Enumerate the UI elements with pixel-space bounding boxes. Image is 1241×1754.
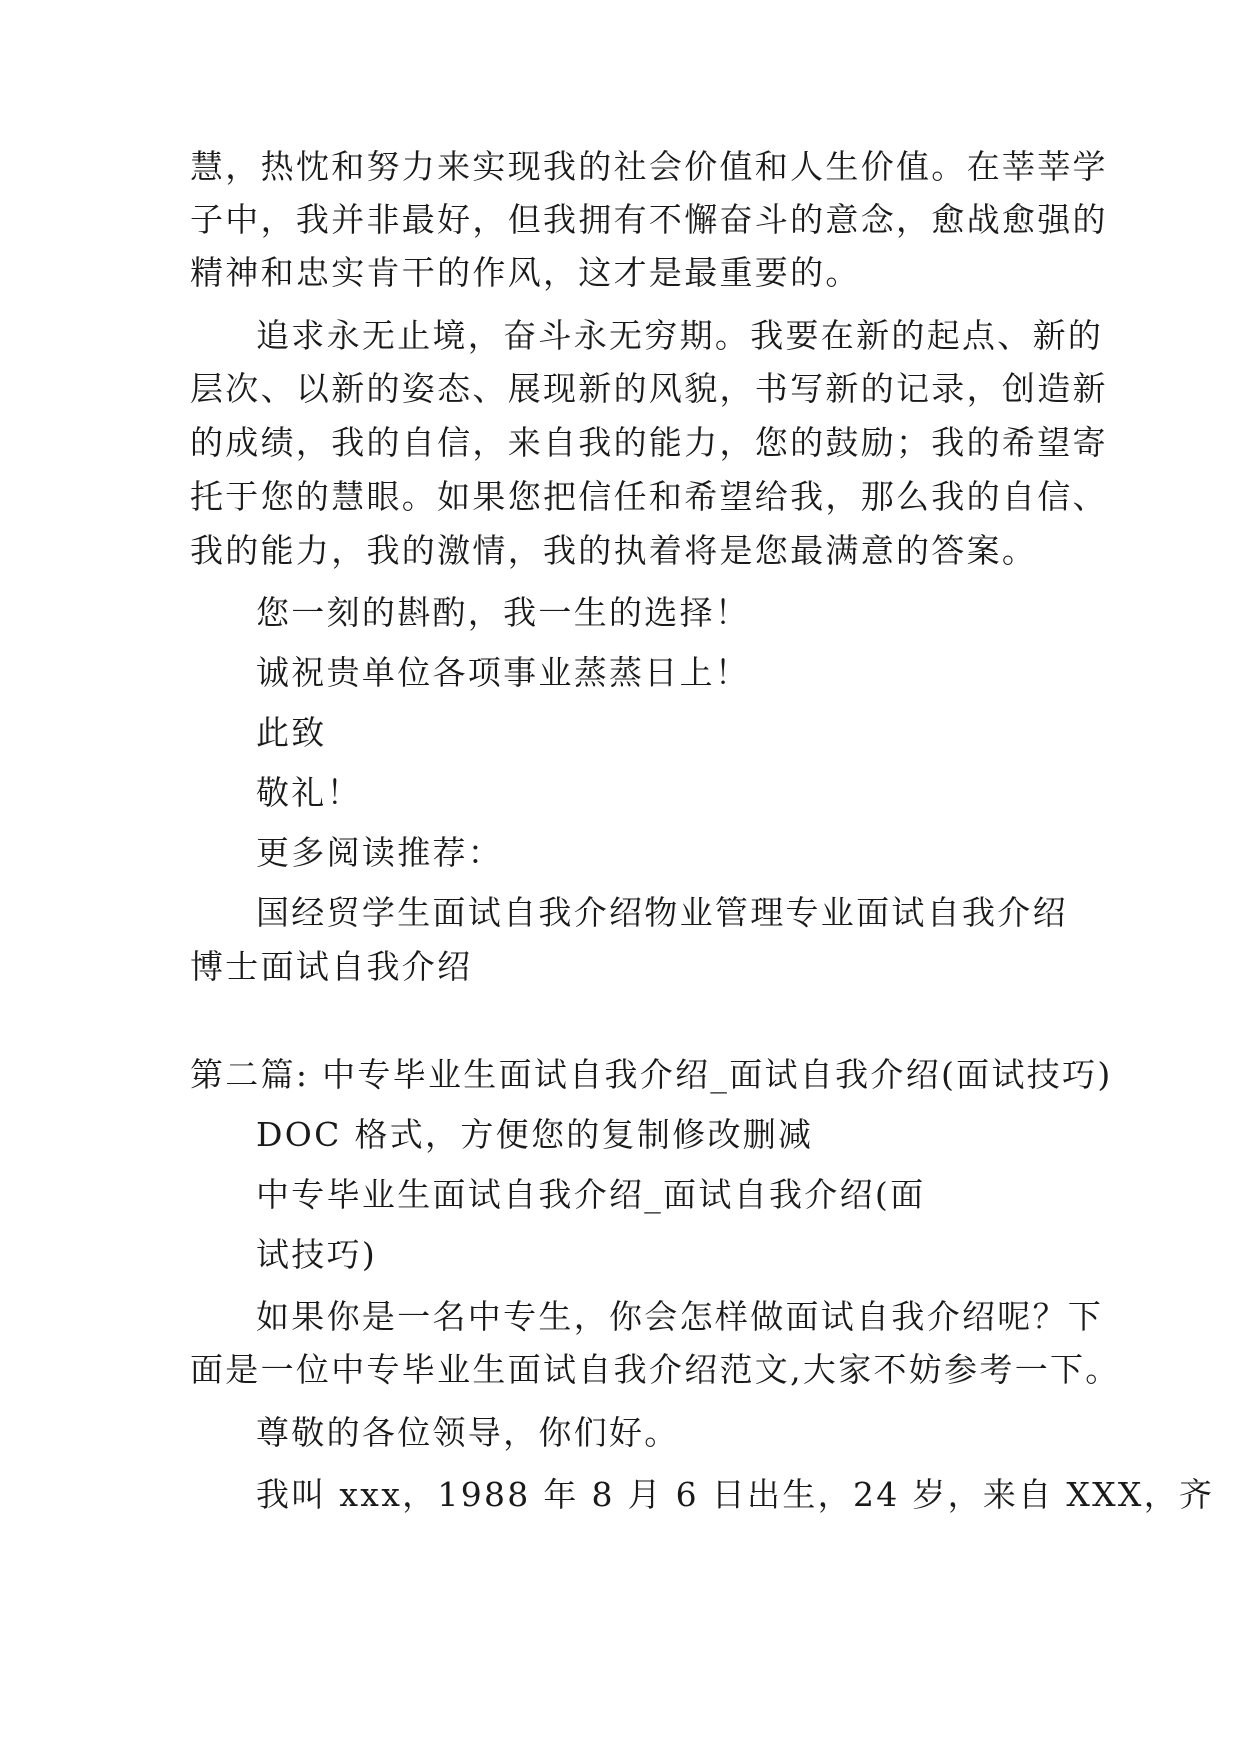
further-reading-links: 国经贸学生面试自我介绍物业管理专业面试自我介绍 — [256, 893, 1068, 932]
paragraph-start: 我叫 xxx，1988 年 8 月 6 日出生，24 岁，来自 XXX，齐 — [256, 1475, 1215, 1514]
text-line: 精神和忠实肯干的作风，这才是最重要的。 — [190, 253, 861, 292]
text-line: 慧，热忱和努力来实现我的社会价值和人生价值。在莘莘学 — [190, 147, 1108, 186]
text-line: 面是一位中专毕业生面试自我介绍范文,大家不妨参考一下。 — [190, 1350, 1121, 1389]
text-line: 我的能力，我的激情，我的执着将是您最满意的答案。 — [190, 531, 1038, 570]
text-line: 子中，我并非最好，但我拥有不懈奋斗的意念，愈战愈强的 — [190, 200, 1108, 239]
paragraph-start: 追求永无止境，奋斗永无穷期。我要在新的起点、新的 — [256, 316, 1104, 355]
text-line: 的成绩，我的自信，来自我的能力，您的鼓励；我的希望寄 — [190, 423, 1108, 462]
article-title: 中专毕业生面试自我介绍_面试自我介绍(面 — [256, 1175, 926, 1214]
section-heading: 第二篇: 中专毕业生面试自我介绍_面试自我介绍(面试技巧) — [190, 1055, 1113, 1094]
further-reading-heading: 更多阅读推荐： — [256, 833, 504, 872]
text-line: 层次、以新的姿态、展现新的风貌，书写新的记录，创造新 — [190, 369, 1108, 408]
paragraph-start: 如果你是一名中专生，你会怎样做面试自我介绍呢？下 — [256, 1297, 1104, 1336]
format-note: DOC 格式，方便您的复制修改删减 — [256, 1115, 814, 1154]
closing-line: 您一刻的斟酌，我一生的选择！ — [256, 593, 751, 632]
closing-line: 诚祝贵单位各项事业蒸蒸日上！ — [256, 653, 751, 692]
salutation-line: 敬礼！ — [256, 773, 362, 812]
greeting-line: 尊敬的各位领导，你们好。 — [256, 1413, 680, 1452]
text-line: 托于您的慧眼。如果您把信任和希望给我，那么我的自信、 — [190, 477, 1108, 516]
salutation-line: 此致 — [256, 713, 327, 752]
further-reading-links: 博士面试自我介绍 — [190, 947, 473, 986]
article-title: 试技巧) — [256, 1235, 378, 1274]
